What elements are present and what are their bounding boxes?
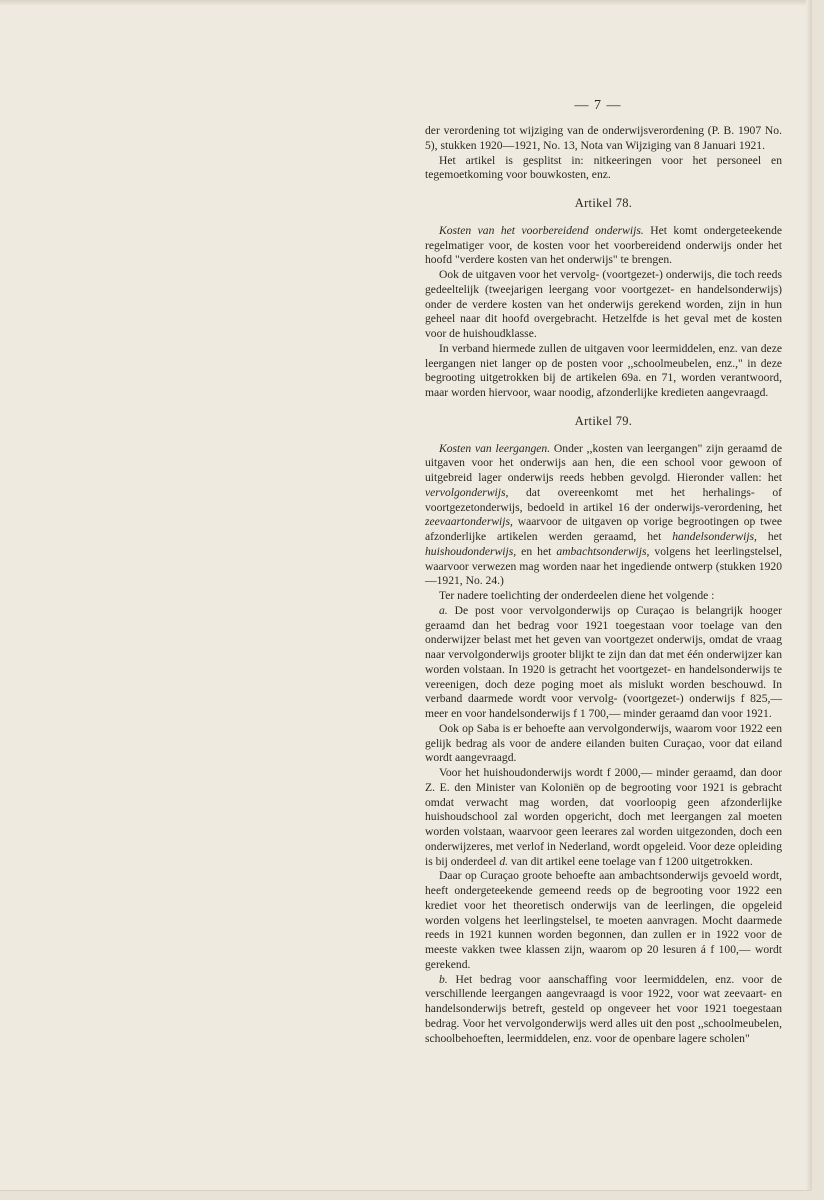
art79-paragraph-4: Ook op Saba is er behoefte aan vervolgonderwijs, waarom voor 1922 een gelijk bedrag als voor de andere eilanden buiten Curaçao, voor dat eiland wordt aangevraagd. [425,721,782,765]
art79-paragraph-5 [425,766,782,869]
article-79-heading: Artikel 79. [574,413,633,428]
page-number: — 7 — [574,98,622,113]
page-right-edge [806,0,812,1190]
art79-p1-text-5: en het [516,544,557,558]
art78-paragraph-2: Ook de uitgaven voor het vervolg- (voortgezet-) onderwijs, die toch reeds gedeeltelijk (tweejarigen leergang voor voortgezet- en handelsonderwijs) onder de verdere kosten van het onderwijs gerekend worden, zijn in hun geheel naar dit hoofd overgebracht. Hetzelfde is het geval met de kosten voor de huishoudklasse. [425,268,782,340]
art79-p5-italic: d. [499,854,509,868]
art78-paragraph-1 [425,224,782,268]
page-top-edge [0,0,810,6]
art79-paragraph-6: Daar op Curaçao groote behoefte aan ambachtsonderwijs gevoeld wordt, heeft ondergeteekende gemeend reeds op de begrooting voor 1922 een krediet voor het theoretisch onderwijs van de leerlingen, die opgeleid worden volgens het leerlingstelsel, te moeten aanvragen. Mocht daarmede reeds in 1921 kunnen worden begonnen, dan zullen er in 1922 voor de meeste vakken twee klassen zijn, waarom op 20 lesuren á f 100,— wordt gerekend. [425,869,782,971]
art79-p1-text-3: waarvoor de uitgaven op vorige begrootingen op twee afzonderlijke artikelen werden geraamd, het [425,515,782,543]
art79-p1-italic-6: ambachtsonderwijs, [556,544,650,558]
art78-p1-text: Het komt ondergeteekende regelmatiger voor, de kosten voor het voorbereidend onderwijs onder het hoofd "verdere kosten van het onderwijs" te brengen. [425,223,783,267]
art79-p1-text-4: het [756,530,783,543]
art79-p1-text-2: dat overeenkomt met het herhalings- of voortgezetonderwijs, bedoeld in artikel 16 der onderwijs-verordening, het [425,485,782,514]
art78-paragraph-3: In verband hiermede zullen de uitgaven voor leermiddelen, enz. van deze leergangen niet langer op de posten voor ,,schoolmeubelen, enz.," in deze begrooting uitgetrokken bij de artikelen 69a. en 71, worden verantwoord, maar worden hiervoor, waar noodig, afzonderlijke kredieten aangevraagd. [425,341,782,399]
art79-p1-text-6: volgens het leerlingstelsel, waarvoor verwezen mag worden naar het ingediende ontwerp (stukken 1920—1921, No. 24.) [425,544,782,588]
intro-paragraph-2: Het artikel is gesplitst in: nitkeeringen voor het personeel en tegemoetkoming voor bouwkosten, enz. [425,153,782,182]
art79-p5-text-2: van dit artikel eene toelage van f 1200 uitgetrokken. [508,854,753,868]
art79-paragraph-7 [425,973,782,1047]
art79-p3-label: a. [439,603,448,617]
art79-p1-italic-5: huishoudonderwijs, [425,544,517,558]
intro-paragraph-1: der verordening tot wijziging van de onderwijsverordening (P. B. 1907 No. 5), stukken 1920—1921, No. 13, Nota van Wijziging van 8 Januari 1921. [425,124,782,152]
art79-p7-text: Het bedrag voor aanschaffing voor leermiddelen, enz. voor de verschillende leergangen aangevraagd is voor 1922, voor wat zeevaart- en handelsonderwijs betreft, gesteld op ongeveer het voor 1921 toegestaan bedrag. Voor het vervolgonderwijs werd alles uit den post ,,schoolmeubelen, schoolbehoeften, leermiddelen, enz. voor de openbare lagere scholen" [425,972,782,1045]
art79-p3-text: De post voor vervolgonderwijs op Curaçao is belangrijk hooger geraamd dan het bedrag voor 1921 toegestaan voor toelage van den onderwijzer belast met het geven van voortgezet onderwijs, omdat de vraag naar vervolgonderwijs grooter blijkt te zijn dan dat met één onderwijzer kan worden volstaan. In 1920 is getracht het voortgezet- en handelsonderwijs te vereenigen, doch deze poging moet als mislukt worden beschouwd. In verband daarmede wordt voor vervolg- (voortgezet-) onderwijs f 825,— meer en voor handelsonderwijs f 1 700,— minder geraamd dan voor 1921. [425,603,782,720]
art79-p1-italic-2: vervolgonderwijs, [425,485,509,499]
art78-p1-italic: Kosten van het voorbereidend onderwijs. [439,223,644,237]
art79-p5-text-1: Voor het huishoudonderwijs wordt f 2000,— minder geraamd, dan door Z. E. den Minister van Koloniën op de begrooting voor 1921 is gebracht omdat verwacht mag worden, dat voorloopig geen afzonderlijke huishoudschool zal worden opgericht, doch met leergangen zal moeten worden volstaan, waarvoor geen leerares zal worden uitgezonden, doch een onderwijzeres, met verlof in Nederland, wordt opgeleid. Voor deze opleiding is bij onderdeel [425,766,782,868]
text-column [425,124,782,1046]
art79-p1-text-1: Onder ,,kosten van leergangen" zijn geraamd de uitgaven voor het onderwijs aan hen, die een school voor gewoon of uitgebreid lager onderwijs reeds hebben gevolgd. Hieronder vallen: het [425,441,782,484]
article-78-heading: Artikel 78. [574,196,633,210]
art79-paragraph-2: Ter nadere toelichting der onderdeelen diene het volgende : [439,589,715,602]
art79-p1-italic-3: zeevaartonderwijs, [425,515,513,529]
art79-p1-italic-1: Kosten van leergangen. [439,441,551,455]
art79-p7-label: b. [439,972,448,986]
art79-p1-italic-4: handelsonderwijs, [672,530,757,543]
art79-paragraph-3 [425,604,782,722]
art79-paragraph-1 [425,442,782,590]
